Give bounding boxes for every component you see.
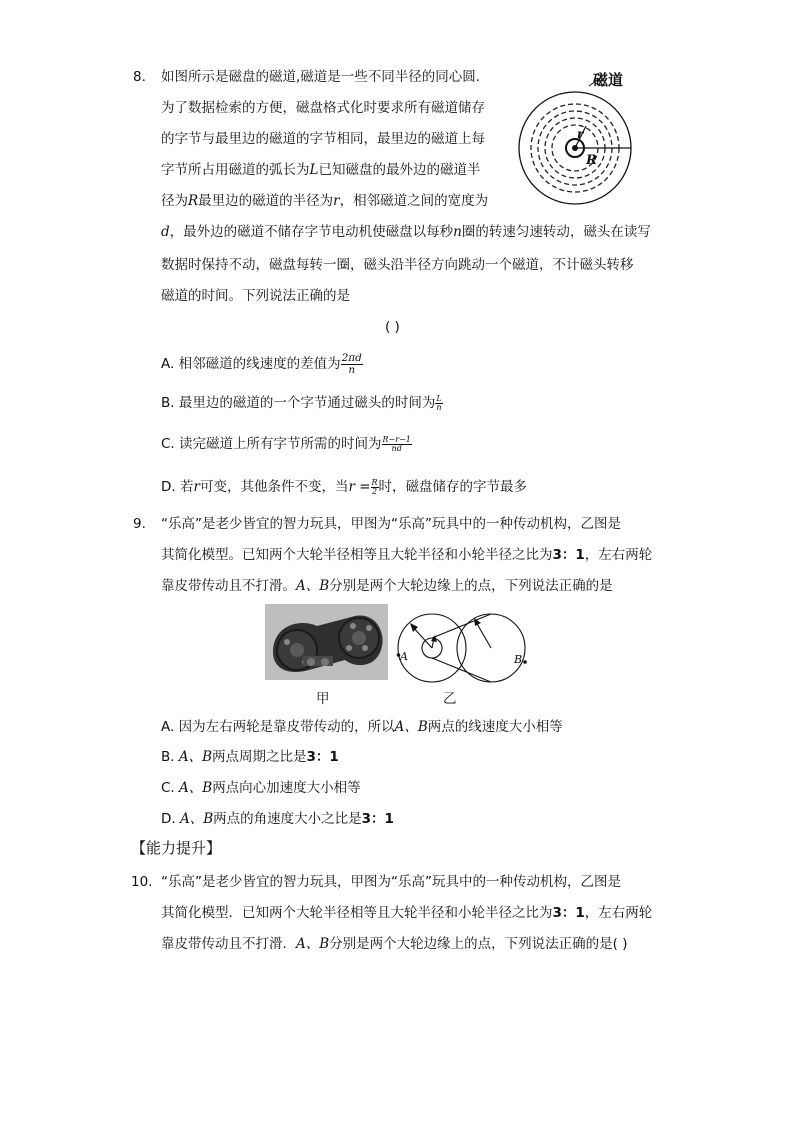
q9-line2: 其简化模型。已知两个大轮半径相等且大轮半径和小轮半径之比为3：1，左右两轮	[161, 547, 653, 563]
var-R: R	[188, 193, 199, 209]
q8-line8: 磁道的时间。下列说法正确的是	[161, 288, 350, 304]
q10-number: 10.	[131, 874, 153, 890]
q8-number: 8.	[133, 69, 146, 85]
fraction-d: $\frac{R}{2}$	[371, 477, 378, 496]
fraction-c: $\frac{R-r-1}{nd}$	[382, 434, 411, 453]
var-n: n	[453, 224, 462, 240]
q10-line2: 其简化模型．已知两个大轮半径相等且大轮半径和小轮半径之比为3：1，左右两轮	[161, 905, 653, 921]
fig-label-r: r	[577, 127, 584, 141]
fraction-b: $\frac{L}{n}$	[436, 393, 442, 412]
simplified-model-diagram	[396, 608, 538, 686]
q8-option-a[interactable]: A. 相邻磁道的线速度的差值为 $\frac{2\pi d}{n}$	[161, 352, 362, 376]
q8-line3: 的字节与最里边的磁道的字节相同，最里边的磁道上每	[161, 131, 485, 147]
point-B	[523, 660, 527, 664]
belt-bottom	[432, 658, 491, 682]
var-L: L	[309, 162, 319, 178]
q10-line3: 靠皮带传动且不打滑．A、B分别是两个大轮边缘上的点，下列说法正确的是( )	[161, 936, 628, 952]
q9-option-b[interactable]: B. A、B两点周期之比是3：1	[161, 749, 339, 765]
q9-option-d[interactable]: D. A、B两点的角速度大小之比是3：1	[161, 811, 394, 827]
caption-yi: 乙	[443, 691, 457, 707]
q8-line4: 字节所占用磁道的弧长为L已知磁盘的最外边的磁道半	[161, 162, 481, 178]
q9-option-c[interactable]: C. A、B两点向心加速度大小相等	[161, 780, 361, 796]
q9-number: 9.	[133, 516, 146, 532]
belt-top	[432, 614, 491, 638]
q8-line2: 为了数据检索的方便，磁盘格式化时要求所有磁道储存	[161, 100, 485, 116]
q8-option-c[interactable]: C. 读完磁道上所有字节所需的时间为 $\frac{R-r-1}{nd}$	[161, 434, 411, 453]
q8-option-b[interactable]: B. 最里边的磁道的一个字节通过磁头的时间为 $\frac{L}{n}$	[161, 393, 442, 412]
answer-bracket: ( )	[385, 319, 400, 335]
lego-mechanism-photo	[265, 604, 388, 680]
q9-line3: 靠皮带传动且不打滑。A、B分别是两个大轮边缘上的点，下列说法正确的是	[161, 578, 613, 594]
q10-line1: “乐高”是老少皆宜的智力玩具，甲图为“乐高”玩具中的一种传动机构，乙图是	[161, 874, 621, 890]
q8-line5: 径为R最里边的磁道的半径为r，相邻磁道之间的宽度为	[161, 193, 489, 209]
q8-line1: 如图所示是磁盘的磁道,磁道是一些不同半径的同心圆.	[161, 69, 481, 85]
fig-label-A: A	[400, 650, 408, 663]
var-d: d	[161, 224, 170, 240]
fraction-a: $\frac{2\pi d}{n}$	[341, 352, 362, 376]
figure-label: 磁道	[593, 71, 624, 89]
disk-figure	[513, 68, 653, 206]
q8-option-d[interactable]: D. 若r可变，其他条件不变，当r = $\frac{R}{2}$ 时，磁盘储存的字节最多	[161, 477, 528, 496]
caption-jia: 甲	[316, 691, 330, 707]
q9-option-a[interactable]: A. 因为左右两轮是靠皮带传动的，所以A、B两点的线速度大小相等	[161, 719, 563, 735]
q8-line7: 数据时保持不动，磁盘每转一圈，磁头沿半径方向跳动一个磁道，不计磁头转移	[161, 257, 634, 273]
section-heading: 【能力提升】	[131, 839, 222, 857]
q8-line6: d，最外边的磁道不储存字节电动机使磁盘以每秒n圈的转速匀速转动，磁头在读写	[161, 224, 651, 240]
var-r: r	[333, 193, 340, 209]
fig-label-R: R	[586, 153, 597, 168]
right-radius	[476, 622, 491, 648]
q9-line1: “乐高”是老少皆宜的智力玩具，甲图为“乐高”玩具中的一种传动机构，乙图是	[161, 516, 621, 532]
fig-label-B: B	[514, 653, 523, 666]
